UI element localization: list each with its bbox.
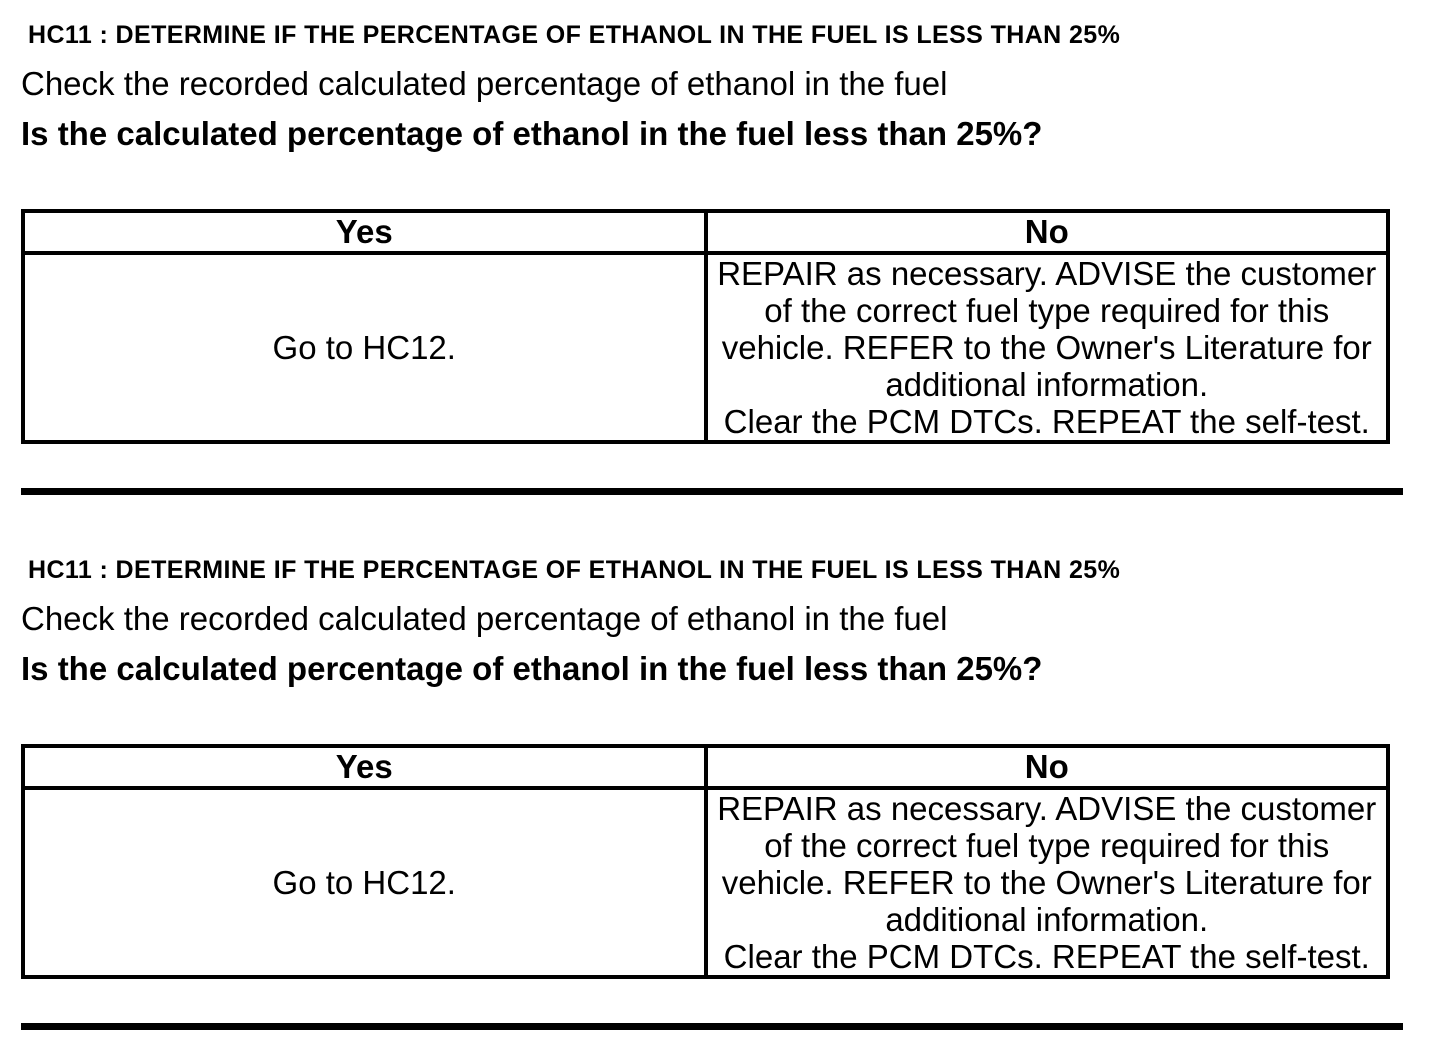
no-action-line: additional information. [885, 901, 1209, 938]
no-action-line: vehicle. REFER to the Owner's Literature for [721, 329, 1372, 366]
pinpoint-test-section-1 [0, 0, 1440, 444]
question-text: Is the calculated percentage of ethanol in the fuel less than 25%? [21, 115, 1043, 152]
no-column-header: No [706, 211, 1389, 253]
yes-no-table [21, 744, 1390, 979]
no-action-cell [706, 788, 1389, 977]
no-action-line: Clear the PCM DTCs. REPEAT the self-test. [723, 938, 1370, 975]
no-action-line: of the correct fuel type required for this [764, 292, 1330, 329]
section-divider [21, 488, 1403, 495]
question-text: Is the calculated percentage of ethanol in the fuel less than 25%? [21, 650, 1043, 687]
pinpoint-test-section-2 [0, 495, 1440, 979]
table-row [23, 788, 1388, 977]
section-divider [21, 1023, 1403, 1030]
yes-action-cell: Go to HC12. [23, 788, 706, 977]
no-action-line: of the correct fuel type required for this [764, 827, 1330, 864]
yes-column-header: Yes [23, 211, 706, 253]
no-action-line: Clear the PCM DTCs. REPEAT the self-test. [723, 403, 1370, 440]
table-header-row [23, 211, 1388, 253]
step-heading: HC11 : DETERMINE IF THE PERCENTAGE OF ETHANOL IN THE FUEL IS LESS THAN 25% [28, 21, 1121, 49]
no-action-line: vehicle. REFER to the Owner's Literature for [721, 864, 1372, 901]
instruction-text: Check the recorded calculated percentage of ethanol in the fuel [21, 600, 948, 637]
yes-column-header: Yes [23, 746, 706, 788]
table-header-row [23, 746, 1388, 788]
no-action-line: additional information. [885, 366, 1209, 403]
step-heading: HC11 : DETERMINE IF THE PERCENTAGE OF ETHANOL IN THE FUEL IS LESS THAN 25% [28, 556, 1121, 584]
no-column-header: No [706, 746, 1389, 788]
no-action-line: REPAIR as necessary. ADVISE the customer [717, 790, 1377, 827]
no-action-line: REPAIR as necessary. ADVISE the customer [717, 255, 1377, 292]
no-action-cell [706, 253, 1389, 442]
instruction-text: Check the recorded calculated percentage of ethanol in the fuel [21, 65, 948, 102]
yes-action-cell: Go to HC12. [23, 253, 706, 442]
yes-no-table [21, 209, 1390, 444]
table-row [23, 253, 1388, 442]
